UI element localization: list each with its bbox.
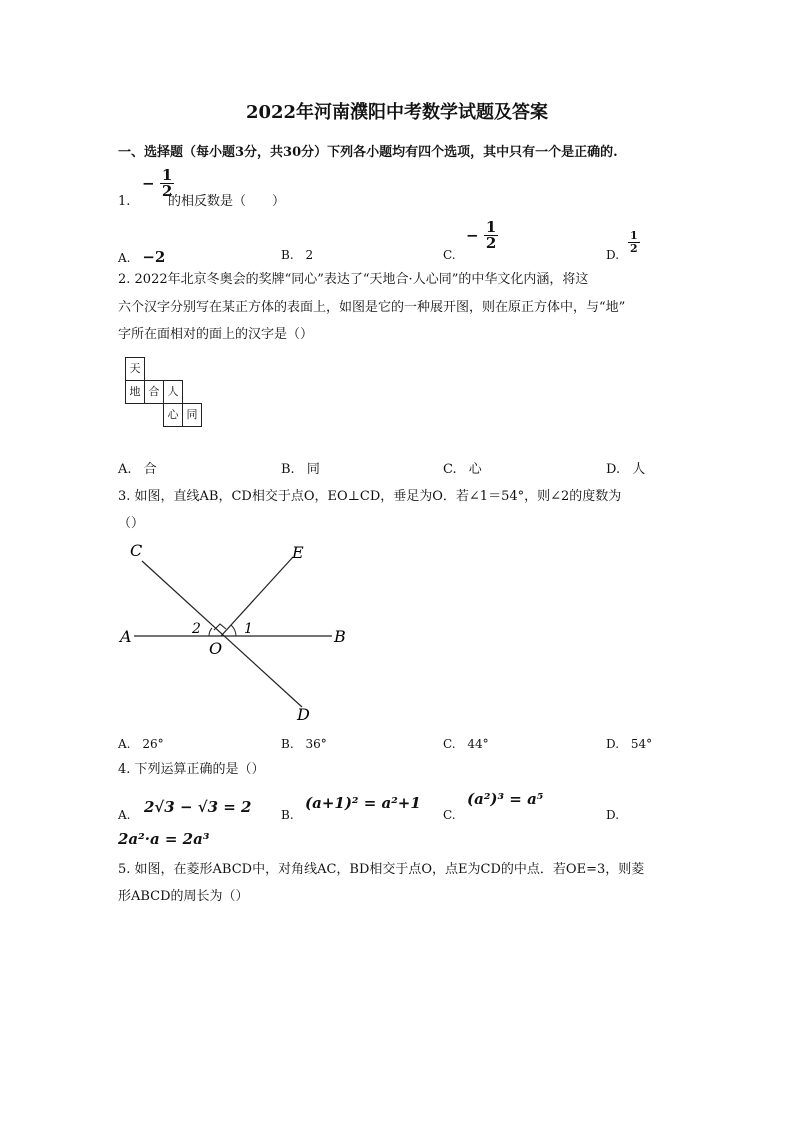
- label-e: E: [292, 543, 304, 562]
- q3-option-d: [606, 737, 652, 751]
- net-cell-xin: 心: [163, 403, 183, 427]
- q1-number: 1.: [118, 194, 131, 209]
- q1-option-c-den: 2: [485, 234, 497, 252]
- q2-option-a-label: A.: [118, 462, 132, 477]
- net-cell-tian: 天: [125, 357, 145, 381]
- q4-option-c-label: C.: [443, 808, 456, 822]
- q3-option-a: [118, 737, 164, 751]
- label-c: C: [130, 541, 143, 560]
- q4-option-a-label: A.: [118, 808, 131, 822]
- q5-line-2: 形ABCD的周长为（）: [118, 889, 249, 904]
- q1-option-c-num: 1: [485, 218, 497, 236]
- q3-line-2: （）: [118, 516, 145, 531]
- q2-option-d-label: D.: [606, 462, 621, 477]
- q2-option-c-label: C.: [443, 462, 457, 477]
- q1-option-a: [118, 248, 165, 266]
- q1-option-c-label: C.: [443, 248, 456, 262]
- net-cell-tong: 同: [182, 403, 202, 427]
- q4-option-c-expr: (a²)³ = a⁵: [467, 790, 544, 808]
- line-cd: [142, 561, 302, 707]
- q5-line-1: 5. 如图，在菱形ABCD中，对角线AC，BD相交于点O，点E为CD的中点．若OE=3，则菱: [118, 862, 645, 877]
- q2-option-d: [606, 462, 645, 478]
- q4-option-b-expr: (a+1)² = a²+1: [305, 794, 421, 812]
- q1-option-b: [281, 248, 313, 262]
- q1-option-a-value: −2: [142, 248, 166, 266]
- net-cell-di: 地: [125, 380, 145, 404]
- q3-option-c-value: 44°: [467, 737, 489, 751]
- q2-option-a-value: 合: [143, 462, 157, 477]
- q2-line-1: 2. 2022年北京冬奥会的奖牌“同心”表达了“天地合·人心同”的中华文化内涵，将这: [118, 272, 589, 287]
- label-b: B: [334, 627, 346, 646]
- angle-1-arc: [231, 625, 236, 636]
- q2-line-3: 字所在面相对的面上的汉字是（）: [118, 327, 314, 342]
- q1-option-b-label: B.: [281, 248, 294, 262]
- q1-option-b-value: 2: [305, 248, 314, 262]
- q4-line-1: 4. 下列运算正确的是（）: [118, 762, 265, 777]
- q4-option-d-expr: 2a²·a = 2a³: [118, 830, 210, 848]
- q3-option-b: [281, 737, 327, 751]
- q3-option-c-label: C.: [443, 737, 456, 751]
- q2-option-b-value: 同: [306, 462, 320, 477]
- q4-option-d-label: D.: [606, 808, 620, 822]
- q1-option-d-value: [628, 230, 640, 255]
- label-angle-2: 2: [192, 621, 201, 637]
- net-cell-ren: 人: [163, 380, 183, 404]
- intersecting-lines-figure: [110, 538, 360, 728]
- q2-option-c: [443, 462, 482, 478]
- net-cell-he: 合: [144, 380, 164, 404]
- angle-2-arc: [209, 628, 212, 636]
- q3-line-1: 3. 如图，直线AB，CD相交于点O，EO⊥CD，垂足为O．若∠1＝54°，则∠2的度数为: [118, 489, 622, 504]
- q2-option-b: [281, 462, 320, 478]
- q1-frac-sign: −: [142, 174, 155, 193]
- q1-option-c-sign: −: [466, 226, 479, 245]
- section-heading: 一、选择题（每小题3分，共30分）下列各小题均有四个选项，其中只有一个是正确的.: [118, 145, 618, 160]
- q1-frac-num: 1: [161, 166, 173, 184]
- label-o: O: [209, 639, 223, 658]
- q1-option-a-label: A.: [118, 251, 131, 265]
- q1-frac-den: 2: [161, 182, 173, 200]
- q3-option-d-value: 54°: [630, 737, 653, 751]
- label-a: A: [120, 627, 132, 646]
- q4-option-b-label: B.: [281, 808, 294, 822]
- q3-option-c: [443, 737, 489, 751]
- q4-option-a-expr: 2√3 − √3 = 2: [144, 798, 252, 816]
- q3-option-a-value: 26°: [142, 737, 164, 751]
- q2-option-c-value: 心: [468, 462, 482, 477]
- q1-option-c-value: [466, 220, 498, 251]
- q1-option-d-num: 1: [630, 229, 638, 242]
- q1-text: 的相反数是（ ）: [168, 194, 286, 209]
- q1-option-d-den: 2: [630, 242, 638, 255]
- q3-option-a-label: A.: [118, 737, 131, 751]
- label-angle-1: 1: [244, 621, 253, 637]
- q1-option-d-label: D.: [606, 248, 620, 262]
- q3-option-b-value: 36°: [305, 737, 327, 751]
- q2-option-d-value: 人: [632, 462, 646, 477]
- line-oe: [221, 557, 293, 636]
- label-d: D: [297, 705, 310, 724]
- q2-option-b-label: B.: [281, 462, 295, 477]
- q2-line-2: 六个汉字分别写在某正方体的表面上，如图是它的一种展开图，则在原正方体中，与“地”: [118, 300, 626, 315]
- q3-option-b-label: B.: [281, 737, 294, 751]
- q3-option-d-label: D.: [606, 737, 620, 751]
- cube-net-figure: [122, 354, 214, 450]
- q2-option-a: [118, 462, 157, 478]
- page-title: 2022年河南濮阳中考数学试题及答案: [245, 102, 549, 123]
